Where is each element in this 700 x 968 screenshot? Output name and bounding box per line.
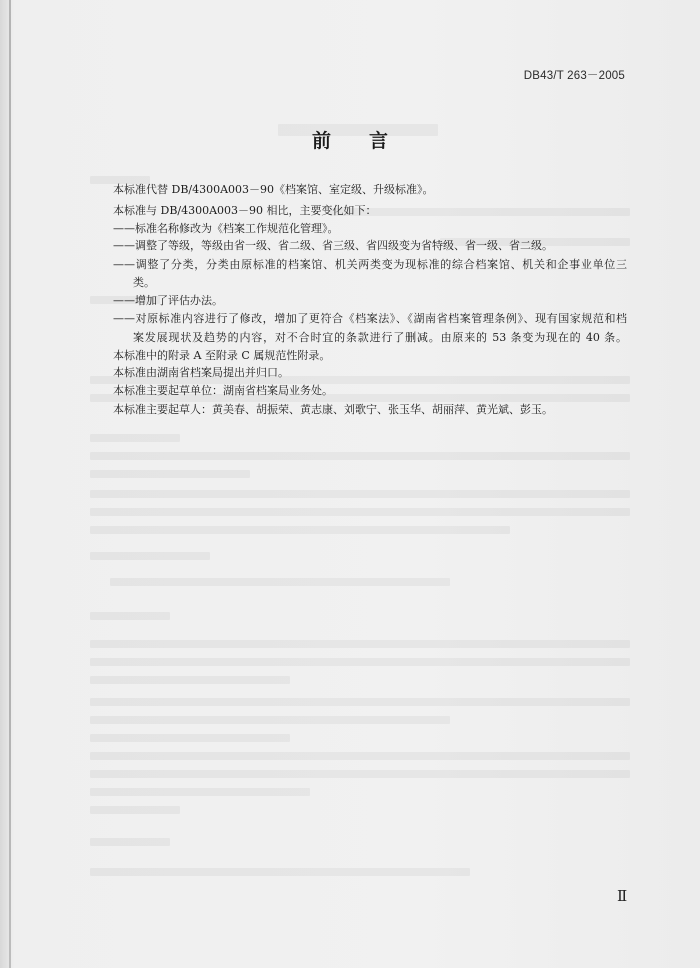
show-through <box>90 640 630 648</box>
change-item-classification-continued: 类。 <box>133 276 155 289</box>
show-through <box>90 552 210 560</box>
show-through <box>90 838 170 846</box>
change-item-classification: ——调整了分类，分类由原标准的档案馆、机关两类变为现标准的综合档案馆、机关和企事业单位三 <box>113 258 627 271</box>
show-through <box>90 788 310 796</box>
show-through <box>90 452 630 460</box>
show-through <box>90 470 250 478</box>
show-through <box>90 806 180 814</box>
body-line-main-changes-intro: 本标准与 DB/4300A003－90 相比，主要变化如下： <box>113 204 377 217</box>
show-through <box>90 716 450 724</box>
show-through <box>110 578 450 586</box>
show-through <box>90 434 180 442</box>
body-line-drafters: 本标准主要起草人：黄美春、胡振荣、黄志康、刘歌宁、张玉华、胡丽萍、黄光斌、彭玉。 <box>113 403 553 416</box>
page-number: Ⅱ <box>617 887 628 905</box>
change-item-content-revision-continued: 案发展现状及趋势的内容，对不合时宜的条款进行了删减。由原来的 53 条变为现在的 40 条。 <box>133 331 627 344</box>
show-through <box>90 868 470 876</box>
show-through <box>90 490 630 498</box>
page-title: 前 言 <box>311 130 388 152</box>
body-line-normative-annexes: 本标准中的附录 A 至附录 C 属规范性附录。 <box>113 349 331 362</box>
show-through <box>90 612 170 620</box>
show-through <box>90 508 630 516</box>
show-through <box>90 676 290 684</box>
show-through <box>90 770 630 778</box>
show-through <box>90 734 290 742</box>
body-line-drafting-unit: 本标准主要起草单位：湖南省档案局业务处。 <box>113 384 333 397</box>
change-item-evaluation-method: ——增加了评估办法。 <box>113 294 223 307</box>
change-item-content-revision: ——对原标准内容进行了修改，增加了更符合《档案法》、《湖南省档案管理条例》、现有国家规范和档 <box>113 312 627 325</box>
show-through <box>90 698 630 706</box>
body-line-replaces-standard: 本标准代替 DB/4300A003－90《档案馆、室定级、升级标准》。 <box>113 183 434 196</box>
show-through <box>90 752 630 760</box>
change-item-standard-name: ——标准名称修改为《档案工作规范化管理》。 <box>113 222 339 235</box>
show-through <box>90 526 510 534</box>
change-item-grades: ——调整了等级，等级由省一级、省二级、省三级、省四级变为省特级、省一级、省二级。 <box>113 239 553 252</box>
body-line-proposer: 本标准由湖南省档案局提出并归口。 <box>113 366 289 379</box>
document-code: DB43/T 263－2005 <box>523 70 625 82</box>
show-through <box>90 658 630 666</box>
